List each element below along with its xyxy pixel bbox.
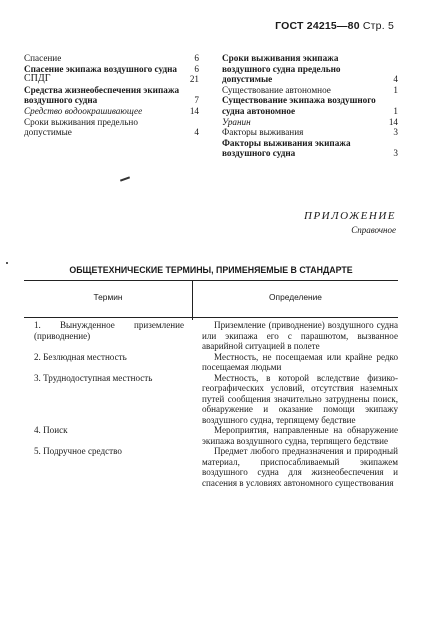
index-entry: СПДГ 21 — [24, 73, 199, 85]
column-header-term: Термин — [93, 292, 123, 302]
table-row — [24, 320, 398, 352]
index-column-left — [24, 53, 199, 138]
appendix-title: ПРИЛОЖЕНИЕ — [304, 210, 396, 222]
term-cell: 4. Поиск — [34, 425, 68, 435]
table-row — [24, 446, 398, 488]
appendix-block — [304, 210, 396, 235]
index-entry: Существование экипажа воздушного судна автономное 1 — [222, 95, 398, 116]
appendix-subtitle: Справочное — [351, 225, 396, 235]
ink-mark — [120, 176, 130, 181]
index-entry: Существование автономное 1 — [222, 84, 398, 95]
term-cell: 5. Подручное средство — [34, 446, 122, 456]
column-header-definition: Определение — [269, 292, 322, 302]
index-entry: Сроки выживания предельно допустимые 4 — [24, 116, 199, 138]
index-entry: Спасение экипажа воздушного судна 6 — [24, 63, 199, 74]
index-column-right — [222, 53, 398, 159]
index-entry: Уранин 14 — [222, 116, 398, 127]
index-entry: Средство водоокрашивающее 14 — [24, 105, 199, 116]
table-row — [24, 373, 398, 426]
table-title: ОБЩЕТЕХНИЧЕСКИЕ ТЕРМИНЫ, ПРИМЕНЯЕМЫЕ В СТАНДАРТЕ — [69, 265, 353, 275]
definition-cell: Приземление (приводнение) воздушного судна или экипажа его с парашютом, вызванное аварийной ситуацией в полете — [202, 320, 398, 351]
index-entry: Средства жизнеобеспечения экипажа воздушного судна 7 — [24, 84, 199, 106]
term-cell: 1. Вынужденное приземление (приводнение) — [34, 320, 184, 341]
table-row — [24, 425, 398, 446]
page-number: Стр. 5 — [362, 20, 394, 32]
ink-dot — [6, 262, 8, 264]
definition-cell: Мероприятия, направленные на обнаружение экипажа воздушного судна, терпящего бедствие — [202, 425, 398, 446]
index-entry: Спасение 6 — [24, 53, 199, 63]
definition-cell: Местность, в которой вследствие физико-географических условий, отсутствия наземных путей сообщения значительно затруднены поиск, обнаружение и оказание помощи экипажу воздушного судна, терпящему бедствие — [202, 372, 398, 425]
index-entry: Сроки выживания экипажа воздушного судна предельно допустимые 4 — [222, 53, 398, 85]
index-entry: Факторы выживания 3 — [222, 127, 398, 138]
table-rule-top — [24, 280, 398, 281]
definition-cell: Местность, не посещаемая или крайне редко посещаемая людьми — [202, 351, 398, 372]
definition-cell: Предмет любого предназначения и природный материал, приспосабливаемый экипажем воздушного судна для жизнеобеспечения и спасения в условиях автономного существования — [202, 446, 398, 488]
table-body — [24, 320, 398, 488]
term-cell: 2. Безлюдная местность — [34, 351, 127, 362]
index-entry: Факторы выживания экипажа воздушного судна 3 — [222, 137, 398, 159]
table-rule-header — [24, 317, 398, 318]
standard-number: ГОСТ 24215—80 — [275, 20, 360, 32]
page-header — [275, 20, 394, 32]
table-row — [24, 352, 398, 373]
term-cell: 3. Труднодоступная местность — [34, 372, 153, 383]
